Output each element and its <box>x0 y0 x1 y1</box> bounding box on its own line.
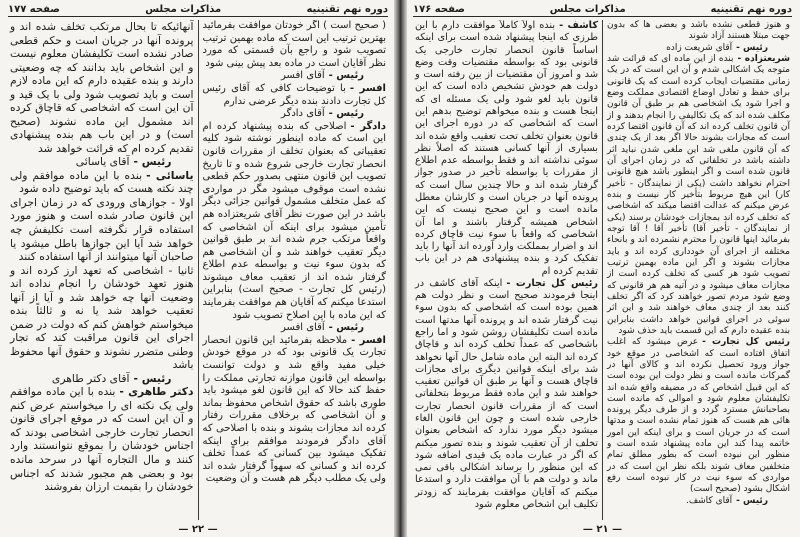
speech-text: آقای یاسائی <box>75 155 130 169</box>
speech-paragraph <box>10 20 194 155</box>
speech-text: بنده با این ماده موافقم ولی یک نکته ای را میخواستم عرض کنم و آن این است که در موقع اجرای قانون انحصار تجارت خارجی اشخاصی بودند که اجناس خودشان را بموقع نتوانستند وارد کنند و مال التجاره آنها در سرحد مانده بود و بعضی هم مجبور شدند که اجناس خودشان را بقیمت ارزان بفروشند <box>10 385 194 494</box>
speaker-name: رئیس - <box>133 155 172 169</box>
speech-text: آقای دکتر طاهری <box>51 371 130 385</box>
page-right <box>405 0 800 537</box>
text-column <box>6 20 198 520</box>
text-column <box>199 20 391 520</box>
session-label: دوره نهم تقنینیه <box>710 3 792 15</box>
speaker-name: رئیس کل تجارت - <box>506 277 598 289</box>
speaker-name: رئیس - <box>736 495 768 506</box>
speaker-call <box>10 372 194 386</box>
speech-text: ملاحظه بفرمائید این قانون انحصار تجارت یک قانونی بود که در موقع خودش خیلی مفید واقع شد و دولت توانست بواسطه این قانون موازنه تجارتی مملکت را حفظ کند حالا که این قانون لغو میشود باید طوری باشد که حقوق اشخاص محفوظ بماند و آن اشخاصی که برخلاف مقررات رفتار کرده اند مجازات بشوند و بنده با اصلاحی که آقای دادگر فرمودند موافقم برای اینکه تفکیک میشود بین کسانی که عمداً تخلف کرده اند و کسانی که سهواً گرفتار شده اند ولی یک مطلب دیگر هم هست و آن وضعیت <box>202 334 386 485</box>
speaker-name: افسر - <box>351 334 386 346</box>
speaker-name: کاشف - <box>559 20 598 31</box>
speech-paragraph <box>10 169 194 196</box>
speaker-call <box>607 43 790 54</box>
speech-paragraph <box>10 196 194 264</box>
text-column <box>411 20 602 520</box>
speech-text: آقای شریعت زاده <box>666 42 733 53</box>
column-area <box>6 20 390 520</box>
speech-paragraph <box>415 278 598 511</box>
speech-paragraph <box>203 121 387 323</box>
speaker-call <box>203 70 387 83</box>
speech-text: آقای کاشف. <box>685 495 733 506</box>
page-number: صفحه ۱۷۷ <box>8 3 60 15</box>
speech-text: بنده از این ماده ای که قرائت شد متوجه یک اشکالی شدم و آن این است که در یک زمانی مقتضیات ایجاب کرده است که یک قانونی برای حفظ و تعادل اوضاع اقتصادی مملکت وضع و اجرا شود یک اشخاصی هم بر طبق آن قانون مکلف شده اند که یک تکالیفی را انجام بدهند و از آن قانون تخلف کرده اند که آن قانون اقتضا کرده است که مجازات بشوند حالا اگر بعد از یک چندی که آن قانون ملغی شد این ملغی شدن نباید اثر داشته باشد در تخلفاتی که در زمان اجرای آن قانون شده است و اگر اینطور باشد هیچ قانونی احترام نخواهد داشت (یکی از نمایندگان - تأخیر کار) این هیچ مربوط بتأخیر کار نیست و بنده عرض میکنم که عدالت اقتضا میکند که اشخاصی که تخلف کرده اند بمجازات خودشان برسند (یکی از نمایندگان - تأخیر آقا) تأخیر آقا ! آقا توجه بفرمائید اینها قانون را محترم نشمرده اند و بانحاء مختلفه از اجرای آن خودداری کرده اند و باید مجازات بشوند و اگر این ماده بهمین ترتیب تصویب شود هر کسی که تخلف کرده است از مجازات معاف میشود و در آتیه هم هر قانونی که وضع شود مردم تصور خواهند کرد که اگر تخلف کنند بعد از چندی معاف خواهند شد و این اثر سوئی در اجرای قوانین خواهد داشت بنابراین بنده عقیده دارم که این قسمت باید حذف شود <box>607 53 790 336</box>
speech-text: اولا - جوازهای ورودی که در زمان اجرای این قانون صادر شده است و هنوز مورد استفاده قرار نگرفته است تکلیفش چه خواهد شد آیا این جوازها باطل میشود یا صاحبان آنها میتوانند از آنها استفاده کنند <box>10 195 194 264</box>
speech-paragraph <box>203 83 387 108</box>
speech-text: آقای افسر <box>281 70 325 82</box>
session-label: دوره نهم تقنینیه <box>306 3 388 15</box>
speech-text: ( صحیح است ) اگر خودتان موافقت بفرمائید بهترین ترتیب این است که ماده بهمین ترتیب تصویب شود و راجع بآن قسمتی که مورد نظر آقایان است در ماده بعد پیش بینی شود <box>202 20 386 69</box>
page-header <box>413 2 792 17</box>
speaker-name: دادگر - <box>350 120 386 132</box>
speaker-name: رئیس کل تجارت - <box>702 337 790 348</box>
speaker-call <box>10 155 194 169</box>
binding-gutter <box>394 0 407 537</box>
speaker-call <box>203 322 387 335</box>
speech-text: و هنوز قطعی نشده باشد و بعضی ها که بدون جهت مبتلا هستند آزاد شوند <box>607 20 790 42</box>
speech-text: اصلاحی که بنده پیشنهاد کرده ام این است که ماده اینطور نوشته شود کلیه تعقیباتی که بعنوان تخلف از مقررات قانون انحصار تجارت خارجی شروع شده و تا تاریخ تصویب این قانون منتهی بصدور حکم قطعی نشده است موقوف میشود مگر در مواردی که عمل متخلف مشمول قوانین جزائی دیگر باشد در این صورت نظر آقای شریعتزاده هم تأمین میشود برای اینکه آن اشخاصی که واقعاً مرتکب جرم شده اند بر طبق قوانین دیگر تعقیب خواهند شد و آن اشخاصی هم که بدون سوء نیت و بواسطه عدم اطلاع گرفتار شده اند از تعقیب معاف میشوند (رئیس کل تجارت - صحیح است) بنابراین استدعا میکنم که آقایان هم موافقت بفرمایند که این ماده با این اصلاح تصویب شود <box>202 120 386 321</box>
speech-paragraph <box>10 385 194 493</box>
speaker-name: رئیس - <box>328 322 364 334</box>
column-rule <box>602 20 603 520</box>
speech-text: بنده اولاً کاملاً موافقت دارم با این طرزی که اینجا پیشنهاد شده است برای اینکه اساساً قانون انحصار تجارت خارجی یک قانونی بود که بواسطه مقتضیات وقت وضع شد و امروز آن مقتضیات از بین رفته است و دولت هم خودش تشخیص داده است که این قانون باید لغو شود ولی یک مسئله ای که اینجا هست و بنده میخواهم توضیح بدهم این است که اشخاصی که در دوره اجرای این قانون بعنوان تخلف تحت تعقیب واقع شده اند بسیاری از آنها کسانی هستند که اصلاً نظر سوئی نداشته اند و فقط بواسطه عدم اطلاع از مقررات یا بواسطه تأخیر در صدور جواز گرفتار شده اند و حالا چندین سال است که پرونده آنها در جریان است و کارشان معطل مانده است و این صحیح نیست که این اشخاص همیشه گرفتار باشند و اما آن اشخاصی که واقعاً با سوء نیت قاچاق کرده اند و اضرار بمملکت وارد آورده اند آنها را باید تفکیک کرد و بنده پیشنهادی هم در این باب تقدیم کرده ام <box>415 20 598 277</box>
journal-title: مذاکرات مجلس <box>145 3 222 15</box>
speech-text: با توضیحات کافی که آقای رئیس کل تجارت دادند بنده دیگر عرضی ندارم <box>202 82 386 107</box>
speech-text: آقای افسر <box>281 322 325 334</box>
text-column <box>603 20 794 520</box>
speech-text: عرض میشود که اغلب اتفاق افتاده است که اشخاصی در موقع خود جواز ورود تحصیل نکرده اند و کالای آنها در گمرکات مانده است و نظر دولت این بوده است که این قبیل اشخاص که در مضیقه واقع شده اند تکلیفشان معلوم شود و اموالی که مانده است بصاحبانش مسترد گردد و از طرف دیگر پرونده هائی هم هست که هنوز تمام نشده است و مدتها است که در جریان است و برای اینکه این امور خاتمه پیدا کند این ماده پیشنهاد شده است و منظور این نبوده است که بطور مطلق تمام متخلفین معاف شوند بلکه نظر این است که در مواردی که سوء نیت در کار نبوده است رفع اشکال بشود (صحیح است) <box>607 337 790 495</box>
speech-paragraph <box>203 335 387 486</box>
page-footer: — ۲۲ — <box>178 524 218 535</box>
speech-paragraph <box>415 20 598 278</box>
speaker-name: رئیس - <box>133 371 172 385</box>
speech-text: آقای دادگر <box>281 108 325 120</box>
speaker-call <box>607 496 790 507</box>
speech-paragraph <box>607 337 790 496</box>
column-area <box>411 20 794 520</box>
speaker-name: یاسائی - <box>146 168 194 182</box>
speaker-name: رئیس - <box>736 42 768 53</box>
speech-text: بنده با این ماده موافقم ولی چند نکته هست که باید توضیح داده شود <box>10 168 194 196</box>
speech-text: اینکه آقای کاشف در اینجا فرمودند صحیح است و نظر دولت هم همین بوده است که اشخاصی که بدون سوء نیت گرفتار شده اند و پرونده آنها مدتها است مانده است تکلیفشان روشن شود و اما راجع باشخاصی که عمداً تخلف کرده اند و قاچاق کرده اند البته این ماده شامل حال آنها نخواهد شد برای اینکه قوانین دیگری برای مجازات قاچاق هست و آنها بر طبق آن قوانین تعقیب خواهند شد و این ماده فقط مربوط بتخلفاتی است که از مقررات قانون انحصار تجارت خارجی شده است و چون این قانون الغاء میشود دیگر مورد ندارد که اشخاص بعنوان تخلف از آن تعقیب شوند و بنده تصور میکنم که اگر در عبارت ماده یک قیدی اضافه شود که این منظور را برساند اشکالی باقی نمی ماند و دولت هم با آن موافقت دارد و استدعا میکنم که آقایان موافقت بفرمایند که زودتر تکلیف این اشخاص معلوم شود <box>415 277 598 510</box>
speech-text: ثانیا - اشخاصی که تعهد ارز کرده اند و هنوز تعهد خودشان را انجام نداده اند وضعیت آنها چه خواهد شد و آیا از آنها تعقیب خواهد شد یا نه و ثالثاً بنده میخواستم خواهش کنم که دولت در ضمن اجرای این قانون مراقبت کند که تجار وطنی متضرر نشوند و حقوق آنها محفوظ باشد <box>10 263 194 372</box>
page-number: صفحه ۱۷۶ <box>413 3 465 15</box>
speech-text: آنهائیکه تا بحال مرتکب تخلف شده اند و پرونده آنها در جریان است و حکم قطعی صادر نشده است تکلیفشان معلوم نیست و این اشخاص باید بدانند که چه وضعیتی دارند و بنده عقیده دارم که این ماده لازم است و باید تصویب شود ولی با یک قید و آن این است که اشخاصی که قاچاق کرده اند مشمول این ماده نشوند (صحیح است) و در این باب هم بنده پیشنهادی تقدیم کرده ام که قرائت خواهد شد <box>10 20 194 155</box>
page-left <box>0 0 396 537</box>
speech-paragraph <box>10 264 194 372</box>
speech-paragraph <box>203 20 387 70</box>
speaker-name: شریعتزاده - <box>737 53 790 64</box>
speech-paragraph <box>607 54 790 337</box>
speaker-name: رئیس - <box>328 108 364 120</box>
column-rule <box>198 20 199 520</box>
speaker-call <box>203 108 387 121</box>
speaker-name: دکتر طاهری - <box>119 385 194 399</box>
page-footer: — ۲۱ — <box>582 524 623 535</box>
journal-title: مذاکرات مجلس <box>549 3 626 15</box>
speaker-name: افسر - <box>349 82 386 94</box>
speech-paragraph <box>607 20 790 43</box>
speaker-name: رئیس - <box>328 70 364 82</box>
page-header <box>8 2 388 17</box>
